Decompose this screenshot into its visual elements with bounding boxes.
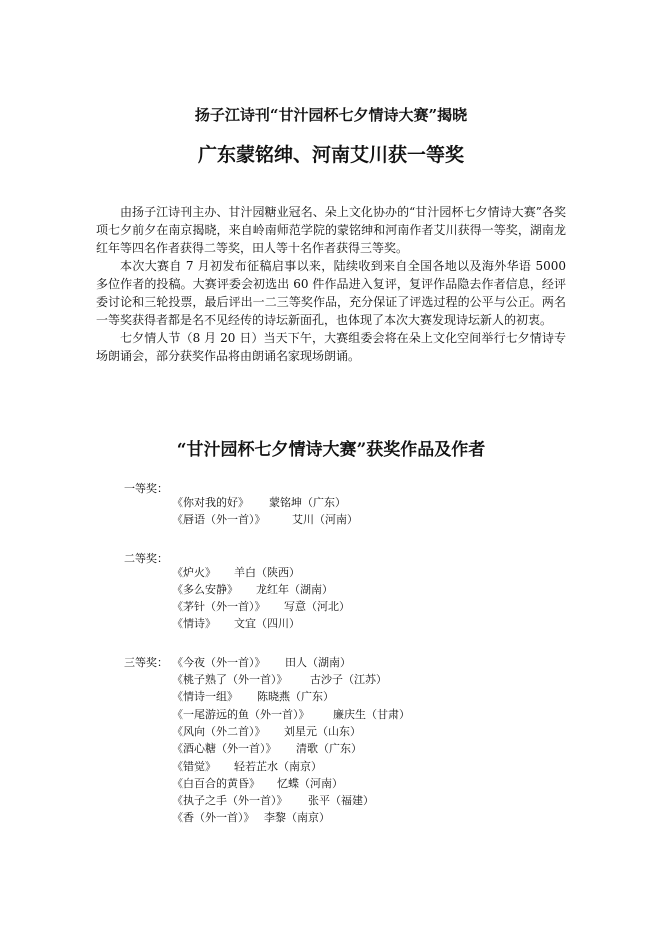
work-author: 古沙子（江苏） (310, 673, 387, 687)
work-title: 《情诗一组》 (172, 690, 238, 704)
work-author: 龙红年（湖南） (256, 582, 333, 596)
work-author: 蒙铭坤（广东） (269, 496, 346, 509)
award-group-first (124, 480, 410, 529)
work-title: 《今夜（外一首）》 (172, 655, 266, 669)
work-title: 《风向（外二首）》 (172, 724, 266, 738)
work-author: 清歌（广东） (296, 742, 362, 756)
list-item (172, 671, 410, 688)
work-title: 《桃子熟了（外一首）》 (172, 673, 288, 687)
work-author: 艾川（河南） (292, 513, 358, 527)
list-item (172, 775, 410, 792)
work-author: 张平（福建） (308, 794, 374, 808)
list-item (172, 723, 410, 740)
list-item (172, 494, 410, 511)
awards-list (124, 480, 410, 848)
work-title: 《错觉》 (172, 759, 216, 773)
list-item (172, 809, 410, 826)
work-title: 《茅针（外一首）》 (172, 600, 266, 614)
list-item (172, 688, 410, 705)
list-item (172, 706, 410, 723)
page-title: 扬子江诗刊“甘汁园杯七夕情诗大赛”揭晓 (194, 106, 468, 124)
list-item (172, 511, 410, 528)
award-group-label: 一等奖： (124, 482, 168, 495)
work-title: 《香（外一首）》 (172, 811, 255, 825)
work-author: 田人（湖南） (285, 655, 351, 669)
award-group-label: 二等奖： (124, 551, 168, 565)
list-item (172, 581, 410, 598)
awards-title: “甘汁园杯七夕情诗大赛”获奖作品及作者 (176, 440, 486, 460)
article-paragraph: 本次大赛自 7 月初发布征稿启事以来，陆续收到来自全国各地以及海外华语 5000 多位作者的投稿。大赛评委会初选出 60 件作品进入复评，复评作品隐去作者信息，经评委讨论和三轮投票，最后评出一二三等奖作品，充分保证了评选过程的公平与公正。两名一等奖获得者都是名不见经传的诗坛新面孔，也体现了本次大赛发现诗坛新人的初衷。 (96, 259, 566, 327)
work-title: 《情诗》 (172, 617, 216, 631)
article-paragraph: 由扬子江诗刊主办、甘汁园糖业冠名、朵上文化协办的“甘汁园杯七夕情诗大赛”各奖项七夕前夕在南京揭晓，来自岭南师范学院的蒙铭绅和河南作者艾川获得一等奖，湖南龙红年等四名作者获得二等奖，田人等十名作者获得三等奖。 (96, 205, 566, 255)
work-author: 文宜（四川） (234, 617, 300, 631)
list-item (172, 792, 410, 809)
award-group-label: 三等奖： (124, 655, 168, 669)
work-author: 廉庆生（甘肃） (333, 707, 410, 721)
award-group-third (124, 654, 410, 827)
list-item (172, 564, 410, 581)
work-author: 刘星元（山东） (284, 724, 361, 738)
work-title: 《一尾游远的鱼（外一首）》 (172, 707, 310, 721)
list-item (172, 598, 410, 615)
work-title: 《酒心糖（外一首）》 (172, 742, 277, 756)
list-item (172, 758, 410, 775)
work-author: 陈晓燕（广东） (257, 690, 334, 704)
article-body (96, 203, 566, 365)
list-item (172, 615, 410, 632)
page-subtitle: 广东蒙铭绅、河南艾川获一等奖 (197, 144, 464, 166)
work-title: 《执子之手（外一首）》 (172, 794, 288, 808)
work-title: 《多么安静》 (172, 582, 238, 596)
work-title: 《唇语（外一首）》 (172, 513, 266, 527)
list-item (172, 740, 410, 757)
work-title: 《你对我的好》 (172, 496, 249, 509)
work-author: 李黎（南京） (264, 811, 330, 825)
work-author: 写意（河北） (284, 600, 350, 614)
list-item (172, 654, 410, 671)
work-author: 忆蝶（河南） (277, 776, 343, 790)
work-title: 《炉火》 (172, 565, 216, 579)
work-author: 羊白（陕西） (234, 565, 300, 579)
award-group-second (124, 550, 410, 633)
article-paragraph: 七夕情人节（8 月 20 日）当天下午，大赛组委会将在朵上文化空间举行七夕情诗专场朗诵会，部分获奖作品将由朗诵名家现场朗诵。 (96, 331, 566, 363)
work-author: 轻若芷水（南京） (234, 759, 322, 773)
work-title: 《白百合的黄昏》 (172, 776, 260, 790)
